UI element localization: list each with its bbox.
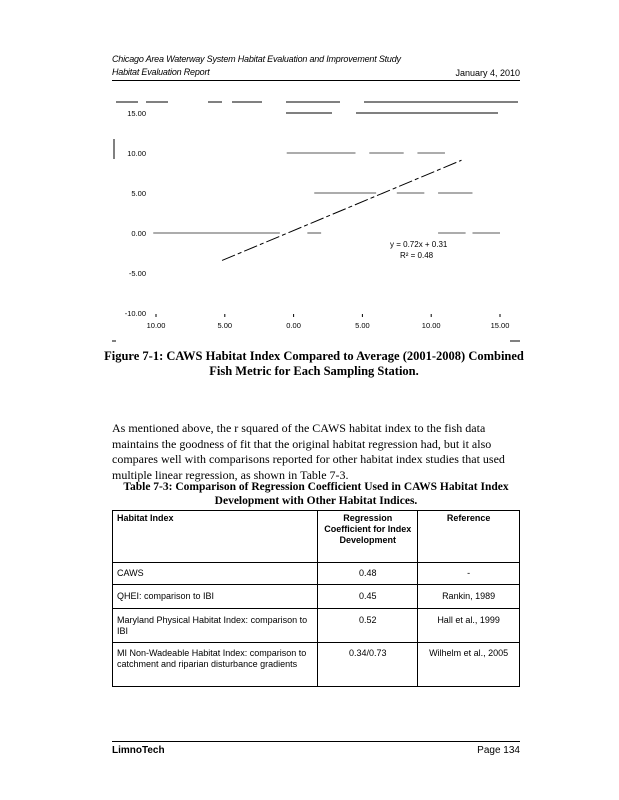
header-date: January 4, 2010: [455, 68, 520, 78]
gridlines: [153, 153, 500, 233]
y-tick-label: 10.00: [127, 149, 146, 158]
table-row: [113, 585, 520, 609]
footer-company: LimnoTech: [112, 745, 165, 756]
header-report-title: Habitat Evaluation Report: [112, 67, 210, 77]
figure-caption-line2: Fish Metric for Each Sampling Station.: [209, 364, 419, 378]
cell-coefficient: 0.48: [318, 563, 418, 585]
header-reference: Reference: [418, 511, 520, 563]
y-axis-ticks: [125, 109, 146, 318]
cell-habitat-index: Maryland Physical Habitat Index: comparison to IBI: [113, 609, 318, 643]
x-tick-label: 15.00: [490, 321, 510, 330]
table-header-row: [113, 511, 520, 563]
r-squared-label: R² = 0.48: [400, 251, 434, 260]
chart-top-border: [116, 102, 518, 113]
cell-reference: Rankin, 1989: [418, 585, 520, 609]
header-regression-coefficient: Regression Coefficient for Index Development: [318, 511, 418, 563]
cell-coefficient: 0.45: [318, 585, 418, 609]
y-tick-label: 15.00: [127, 109, 146, 118]
header-habitat-index: Habitat Index: [113, 511, 318, 563]
footer-page-number: Page 134: [477, 745, 520, 756]
cell-habitat-index: QHEI: comparison to IBI: [113, 585, 318, 609]
fish-metric-chart: [110, 95, 525, 345]
table-caption-line1: Table 7-3: Comparison of Regression Coefficient Used in CAWS Habitat Index: [123, 481, 509, 493]
header-study-title: Chicago Area Waterway System Habitat Evaluation and Improvement Study: [112, 54, 401, 64]
x-tick-label: 0.00: [286, 321, 301, 330]
habitat-index-table: [112, 510, 520, 687]
table-caption-line2: Development with Other Habitat Indices.: [214, 495, 418, 507]
header-rule: [112, 80, 520, 81]
y-tick-label: 5.00: [131, 189, 146, 198]
figure-caption-line1: Figure 7-1: CAWS Habitat Index Compared to Average (2001-2008) Combined: [104, 349, 524, 363]
table-row: [113, 643, 520, 687]
cell-reference: Wilhelm et al., 2005: [418, 643, 520, 687]
cell-reference: Hall et al., 1999: [418, 609, 520, 643]
x-axis-ticks: [147, 314, 510, 330]
x-tick-label: 10.00: [146, 321, 166, 330]
x-tick-label: 10.00: [421, 321, 441, 330]
cell-coefficient: 0.52: [318, 609, 418, 643]
body-paragraph: As mentioned above, the r squared of the CAWS habitat index to the fish data maintains the goodness of fit that the original habitat regression had, but it also compares well with comparisons reported for other habitat index studies that used multiple linear regression, as shown in Table 7-3.: [112, 421, 505, 482]
cell-reference: -: [418, 563, 520, 585]
table-row: [113, 563, 520, 585]
figure-caption: [100, 349, 528, 379]
table-row: [113, 609, 520, 643]
trendline-equation: y = 0.72x + 0.31: [390, 240, 448, 249]
table-caption: [108, 480, 524, 508]
cell-habitat-index: CAWS: [113, 563, 318, 585]
footer-rule: [112, 741, 520, 742]
y-tick-label: -5.00: [128, 269, 146, 278]
x-tick-label: 5.00: [217, 321, 233, 330]
cell-habitat-index: MI Non-Wadeable Habitat Index: comparison to catchment and riparian disturbance gradients: [113, 643, 318, 687]
cell-coefficient: 0.34/0.73: [318, 643, 418, 687]
y-tick-label: 0.00: [131, 229, 146, 238]
y-tick-label: -10.00: [124, 309, 146, 318]
x-tick-label: 5.00: [355, 321, 370, 330]
